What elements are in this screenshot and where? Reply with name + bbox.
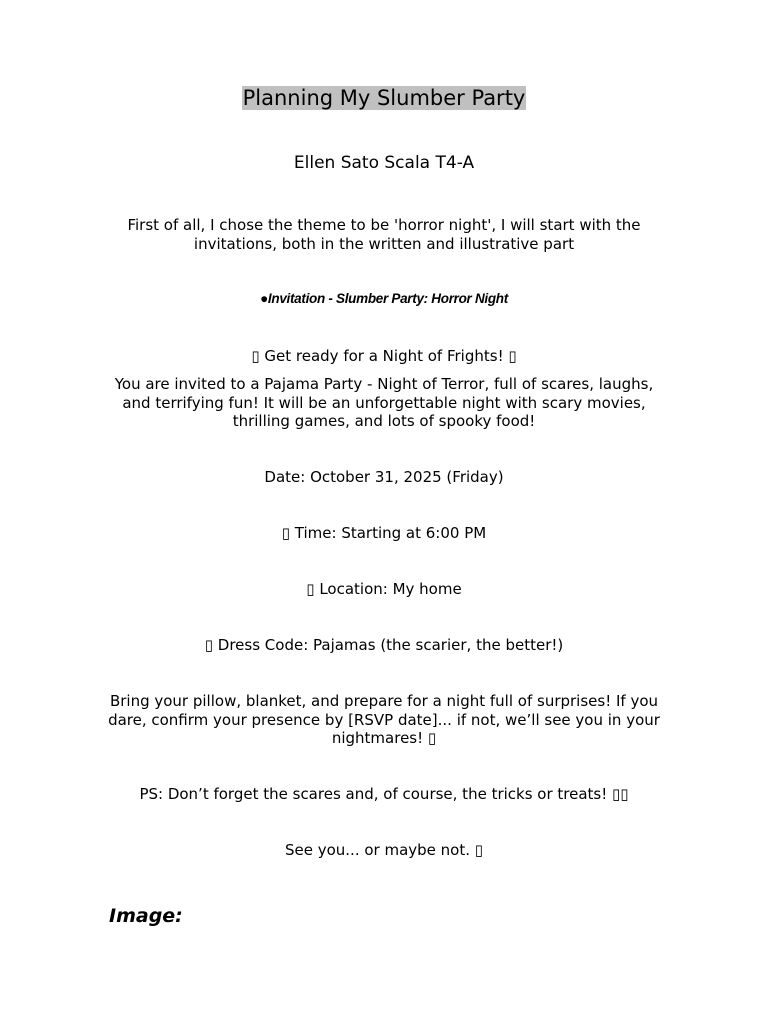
date-line: Date: October 31, 2025 (Friday) bbox=[264, 468, 504, 486]
invited-paragraph: You are invited to a Pajama Party - Night of Terror, full of scares, laughs, and terrifying fun! It will be an unforgettable night with scary movies, thrilling games, and lots of spooky food! bbox=[114, 375, 654, 430]
bring-paragraph: Bring your pillow, blanket, and prepare for a night full of surprises! If you dare, confirm your presence by [RSVP date]... if not, we’ll see you in your nightmares! ▯ bbox=[108, 692, 660, 747]
see-you-line: See you... or maybe not. ▯ bbox=[284, 841, 484, 859]
time-line: ▯ Time: Starting at 6:00 PM bbox=[281, 524, 487, 542]
title-text: Planning My Slumber Party bbox=[242, 86, 526, 110]
get-ready-line: ▯ Get ready for a Night of Frights! ▯ bbox=[251, 347, 517, 365]
dress-code-line: ▯ Dress Code: Pajamas (the scarier, the better!) bbox=[204, 636, 564, 654]
document-title bbox=[104, 85, 664, 111]
location-line: ▯ Location: My home bbox=[306, 580, 462, 598]
invitation-heading: ●Invitation - Slumber Party: Horror Night bbox=[260, 291, 508, 306]
image-label: Image: bbox=[109, 905, 183, 927]
ps-line: PS: Don’t forget the scares and, of course, the tricks or treats! ▯▯ bbox=[139, 785, 629, 803]
author-line: Ellen Sato Scala T4-A bbox=[293, 153, 475, 173]
intro-paragraph: First of all, I chose the theme to be 'horror night', I will start with the invitations, both in the written and illustrative part bbox=[127, 216, 641, 253]
